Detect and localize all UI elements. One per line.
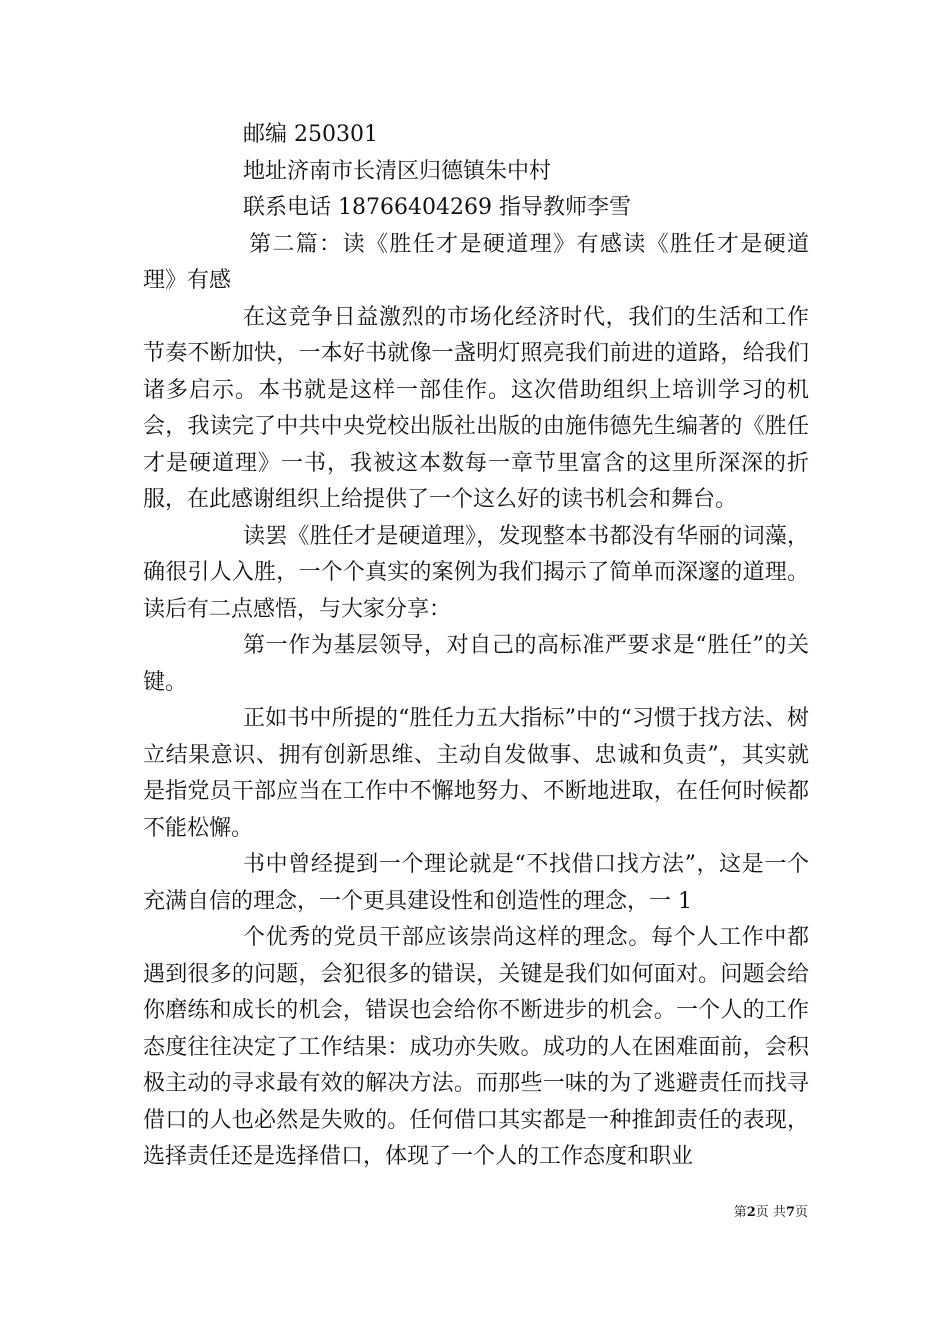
page-content bbox=[143, 117, 809, 1176]
page-footer bbox=[734, 1205, 808, 1221]
paragraph-five-indicators: 正如书中所提的“胜任力五大指标”中的“习惯于找方法、树立结果意识、拥有创新思维、主动自发做事、忠诚和负责”，其实就是指党员干部应当在工作中不懈地努力、不断地进取，在任何时候都不能松懈。 bbox=[143, 706, 809, 841]
footer-middle: 页 共 bbox=[755, 1205, 786, 1220]
paragraph-no-excuses: 书中曾经提到一个理论就是“不找借口找方法”，这是一个充满自信的理念，一个更具建设性和创造性的理念，一 1 bbox=[143, 852, 809, 914]
paragraph-point-one: 第一作为基层领导，对自己的高标准严要求是“胜任”的关键。 bbox=[143, 633, 809, 695]
footer-current-page: 2 bbox=[746, 1205, 756, 1220]
footer-total-pages: 7 bbox=[785, 1205, 795, 1220]
footer-suffix: 页 bbox=[794, 1205, 808, 1220]
postcode-line: 邮编 250301 bbox=[243, 122, 378, 147]
paragraph-attitude: 个优秀的党员干部应该崇尚这样的理念。每个人工作中都遇到很多的问题，会犯很多的错误，关键是我们如何面对。问题会给你磨练和成长的机会，错误也会给你不断进步的机会。一个人的工作态度往往决定了工作结果：成功亦失败。成功的人在困难面前，会积极主动的寻求最有效的解决方法。而那些一味的为了逃避责任而找寻借口的人也必然是失败的。任何借口其实都是一种推卸责任的表现，选择责任还是选择借口，体现了一个人的工作态度和职业 bbox=[143, 925, 809, 1169]
paragraph-reading: 读罢《胜任才是硬道理》，发现整本书都没有华丽的词藻，确很引人入胜，一个个真实的案例为我们揭示了简单而深邃的道理。读后有二点感悟，与大家分享： bbox=[143, 523, 809, 622]
contact-line: 联系电话 18766404269 指导教师李雪 bbox=[243, 195, 631, 220]
article-title: 第二篇：读《胜任才是硬道理》有感读《胜任才是硬道理》有感 bbox=[143, 231, 809, 293]
footer-prefix: 第 bbox=[733, 1205, 747, 1220]
paragraph-intro: 在这竞争日益激烈的市场化经济时代，我们的生活和工作节奏不断加快，一本好书就像一盏明灯照亮我们前进的道路，给我们诸多启示。本书就是这样一部佳作。这次借助组织上培训学习的机会，我读完了中共中央党校出版社出版的由施伟德先生编著的《胜任才是硬道理》一书，我被这本数每一章节里富含的这里所深深的折服，在此感谢组织上给提供了一个这么好的读书机会和舞台。 bbox=[143, 304, 809, 512]
address-line: 地址济南市长清区归德镇朱中村 bbox=[243, 158, 552, 184]
